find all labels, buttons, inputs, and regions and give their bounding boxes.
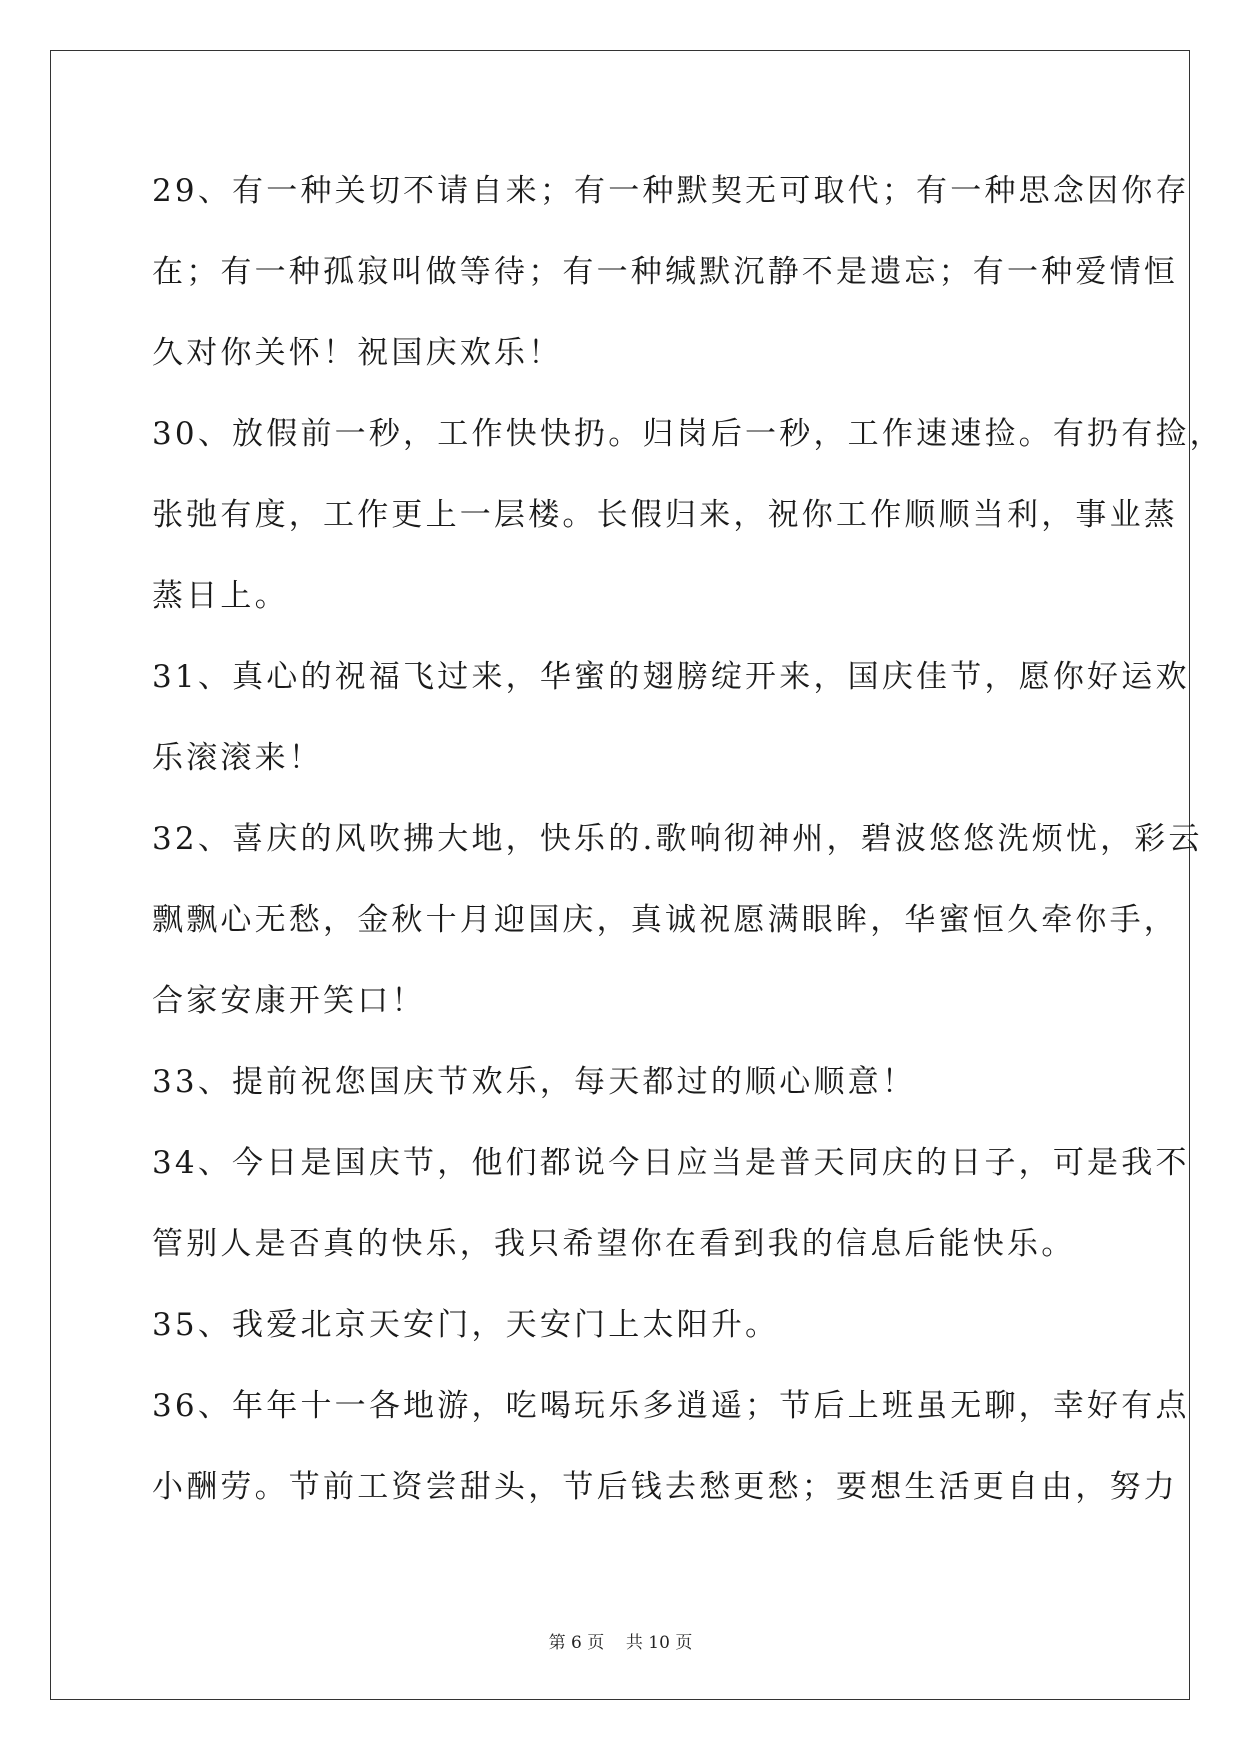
text-line: 在；有一种孤寂叫做等待；有一种缄默沉静不是遗忘；有一种爱情恒 xyxy=(152,254,1178,290)
text-line: 久对你关怀！祝国庆欢乐！ xyxy=(152,335,563,371)
text-line: 31、真心的祝福飞过来，华蜜的翅膀绽开来，国庆佳节，愿你好运欢 xyxy=(152,659,1190,695)
text-line: 蒸日上。 xyxy=(152,578,289,614)
text-line: 张弛有度，工作更上一层楼。长假归来，祝你工作顺顺当利，事业蒸 xyxy=(152,497,1178,533)
text-line: 乐滚滚来！ xyxy=(152,740,323,776)
text-line: 34、今日是国庆节，他们都说今日应当是普天同庆的日子，可是我不 xyxy=(152,1145,1190,1181)
text-line: 33、提前祝您国庆节欢乐，每天都过的顺心顺意！ xyxy=(152,1064,917,1100)
text-line: 36、年年十一各地游，吃喝玩乐多逍遥；节后上班虽无聊，幸好有点 xyxy=(152,1388,1190,1424)
text-line: 飘飘心无愁，金秋十月迎国庆，真诚祝愿满眼眸，华蜜恒久牵你手， xyxy=(152,902,1178,938)
text-line: 30、放假前一秒，工作快快扔。归岗后一秒，工作速速捡。有扔有捡， xyxy=(152,416,1224,452)
text-line: 35、我爱北京天安门，天安门上太阳升。 xyxy=(152,1307,780,1343)
text-line: 小酬劳。节前工资尝甜头，节后钱去愁更愁；要想生活更自由，努力 xyxy=(152,1469,1178,1505)
text-line: 32、喜庆的风吹拂大地，快乐的.歌响彻神州，碧波悠悠洗烦忧，彩云 xyxy=(152,821,1203,857)
text-line: 29、有一种关切不请自来；有一种默契无可取代；有一种思念因你存 xyxy=(152,173,1190,209)
document-body xyxy=(152,155,1224,1532)
text-line: 管别人是否真的快乐，我只希望你在看到我的信息后能快乐。 xyxy=(152,1226,1076,1262)
text-line: 合家安康开笑口！ xyxy=(152,983,426,1019)
page-number-footer: 第 6 页 共 10 页 xyxy=(548,1633,693,1653)
